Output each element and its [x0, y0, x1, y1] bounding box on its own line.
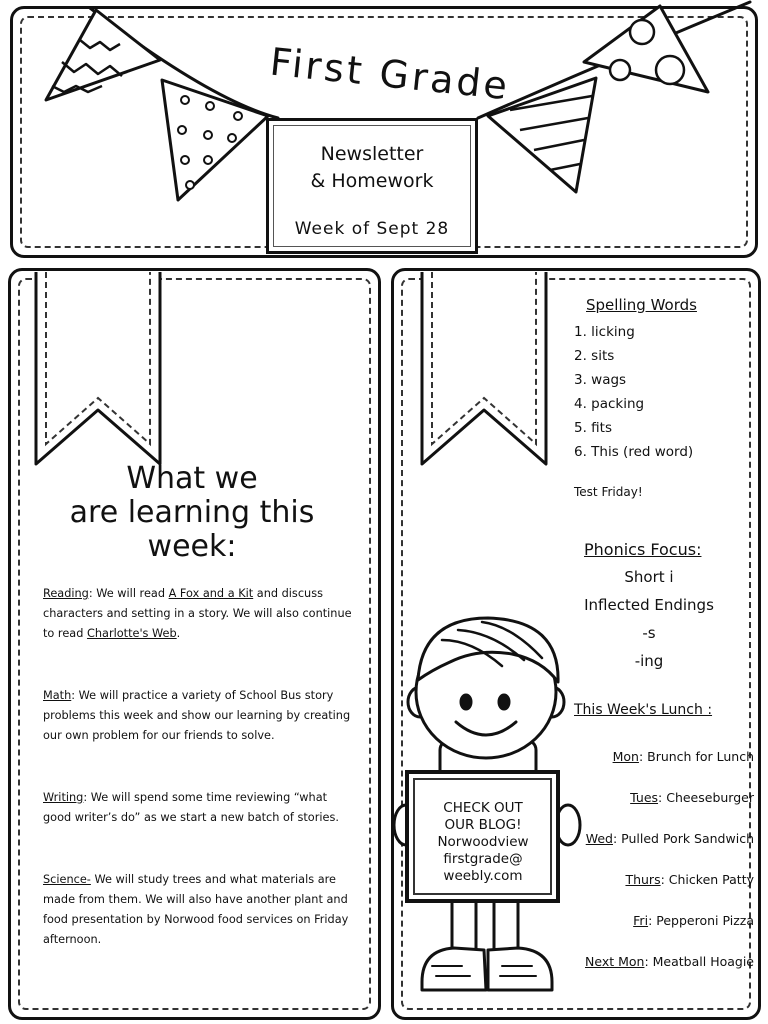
writing-paragraph	[43, 788, 353, 828]
blog-line1: CHECK OUT	[443, 800, 523, 816]
phonics-line: Inflected Endings	[584, 596, 714, 614]
spelling-word: 5. fits	[574, 420, 613, 436]
writing-label: Writing	[43, 791, 84, 804]
learning-heading	[24, 462, 360, 564]
science-text: We will study trees and what materials are made from them. We will also have another plant and food presentation by Norwood food services on Friday afternoon.	[43, 873, 349, 946]
learning-heading-line1: What we	[126, 461, 258, 496]
reading-book1: A Fox and a Kit	[168, 587, 254, 600]
spelling-list	[574, 320, 693, 464]
reading-paragraph	[43, 584, 353, 644]
lunch-item	[585, 954, 754, 969]
lunch-item	[625, 872, 754, 887]
blog-line3: Norwoodview	[437, 834, 529, 850]
lunch-day: Fri	[633, 913, 649, 928]
reading-label: Reading	[43, 587, 89, 600]
flag-zigzag	[46, 10, 160, 100]
spelling-word: 3. wags	[574, 372, 627, 388]
spelling-heading: Spelling Words	[586, 296, 697, 314]
flag-dots	[162, 80, 268, 200]
reading-book2: Charlotte's Web	[86, 627, 177, 640]
lunch-meal: : Cheeseburger	[658, 790, 754, 805]
lunch-heading: This Week's Lunch :	[574, 702, 713, 718]
lunch-day: Mon	[612, 749, 639, 764]
blog-text	[414, 800, 552, 885]
lunch-day: Thurs	[625, 872, 661, 887]
spelling-word: 6. This (red word)	[574, 444, 694, 460]
writing-text: : We will spend some time reviewing “what good writer’s do” as we start a new batch of stories.	[43, 791, 339, 824]
lunch-item	[630, 790, 754, 805]
test-note: Test Friday!	[574, 485, 643, 499]
ribbon-left	[34, 272, 164, 468]
reading-text-c: .	[176, 627, 181, 640]
math-paragraph	[43, 686, 353, 746]
flag-big-dots	[584, 6, 708, 92]
ribbon-right	[420, 272, 550, 468]
phonics-heading: Phonics Focus:	[584, 540, 702, 559]
spelling-word: 1. licking	[574, 324, 635, 340]
title-box	[266, 118, 478, 254]
math-text: : We will practice a variety of School Bus story problems this week and show our learning by creating our own problem for our friends to solve.	[43, 689, 351, 742]
learning-heading-line3: week:	[147, 529, 237, 564]
spelling-word: 2. sits	[574, 348, 615, 364]
subtitle-line2: & Homework	[310, 170, 434, 192]
week-label: Week of Sept 28	[294, 219, 450, 239]
lunch-day: Tues	[630, 790, 659, 805]
lunch-day: Wed	[585, 831, 613, 846]
lunch-day: Next Mon	[585, 954, 645, 969]
lunch-item	[586, 831, 754, 846]
newsletter-label	[269, 141, 475, 195]
blog-line4: firstgrade@	[443, 851, 523, 867]
reading-text-b: and discuss characters and setting in a story. We will also continue to read	[43, 587, 352, 640]
blog-line5: weebly.com	[443, 868, 523, 884]
lunch-meal: : Brunch for Lunch	[638, 749, 754, 764]
phonics-line: -ing	[634, 652, 664, 670]
phonics-line: Short i	[624, 568, 674, 586]
page-title: First Grade	[267, 39, 513, 109]
science-label: Science-	[43, 873, 91, 886]
science-paragraph	[43, 870, 353, 950]
lunch-item	[633, 913, 754, 928]
lunch-item	[613, 749, 754, 764]
spelling-word: 4. packing	[574, 396, 645, 412]
lunch-meal: : Pulled Pork Sandwich	[612, 831, 754, 846]
blog-line2: OUR BLOG!	[444, 817, 522, 833]
learning-heading-line2: are learning this	[69, 495, 315, 530]
subtitle-line1: Newsletter	[320, 143, 424, 165]
lunch-meal: : Meatball Hoagie	[644, 954, 754, 969]
math-label: Math	[43, 689, 72, 702]
reading-text-a: : We will read	[88, 587, 169, 600]
phonics-line: -s	[642, 624, 656, 642]
lunch-meal: : Pepperoni Pizza	[648, 913, 754, 928]
lunch-meal: : Chicken Patty	[660, 872, 754, 887]
